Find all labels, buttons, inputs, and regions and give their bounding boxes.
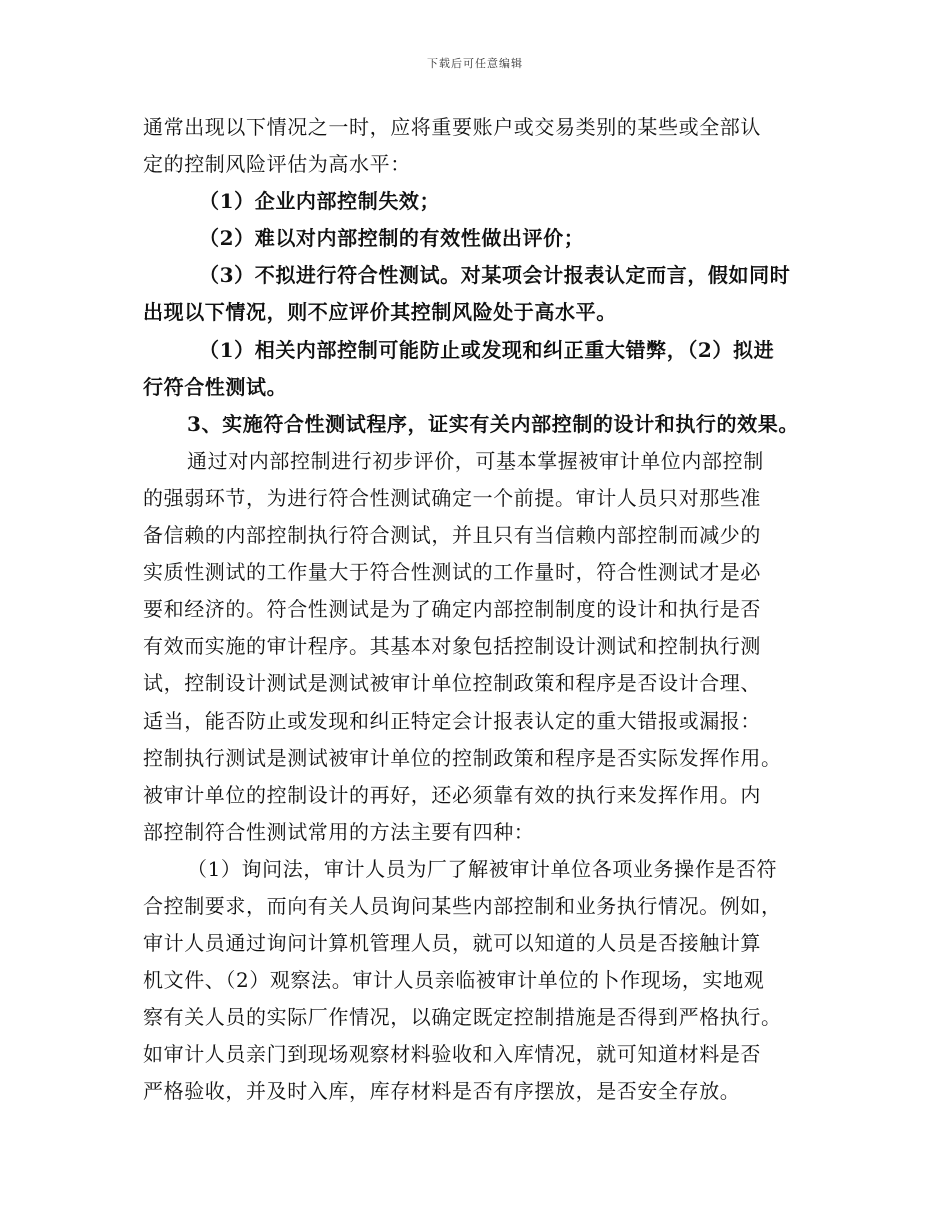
text-line: 的强弱环节，为进行符合性测试确定一个前提。审计人员只对那些准 [143, 485, 761, 510]
page-header: 下载后可任意编辑 [427, 57, 523, 70]
text-line: 察有关人员的实际厂作情况，以确定既定控制措施是否得到严格执行。 [143, 1005, 782, 1030]
text-line: 通常出现以下情况之一时，应将重要账户或交易类别的某些或全部认 [143, 115, 761, 139]
text-line: 合控制要求，而向有关人员询问某些内部控制和业务执行情况。例如， [143, 893, 782, 918]
text-line: （1）企业内部控制失效； [199, 189, 441, 214]
text-line: 备信赖的内部控制执行符合测试，并且只有当信赖内部控制而减少的 [143, 523, 761, 548]
text-line: 控制执行测试是测试被审计单位的控制政策和程序是否实际发挥作用。 [143, 745, 782, 770]
text-line: 要和经济的。符合性测试是为了确定内部控制制度的设计和执行是否 [143, 597, 761, 622]
text-line: 定的控制风险评估为高水平： [143, 152, 411, 177]
text-line: （1）询问法，审计人员为厂了解被审计单位各项业务操作是否符 [187, 856, 778, 881]
text-line: 行符合性测试。 [143, 374, 288, 399]
text-line: 被审计单位的控制设计的再好，还必须靠有效的执行来发挥作用。内 [143, 782, 761, 807]
section-heading: 3、实施符合性测试程序，证实有关内部控制的设计和执行的效果。 [187, 411, 799, 436]
text-line: 机文件、（2）观察法。审计人员亲临被审计单位的卜作现场，实地观 [143, 968, 765, 993]
text-line: 审计人员通过询问计算机管理人员，就可以知道的人员是否接触计算 [143, 931, 761, 956]
text-line: 通过对内部控制进行初步评价，可基本掌握被审计单位内部控制 [187, 448, 764, 473]
text-line: （1）相关内部控制可能防止或发现和纠正重大错弊，（2）拟进 [199, 337, 775, 362]
text-line: 试，控制设计测试是测试被审计单位控制政策和程序是否设计合理、 [143, 671, 761, 696]
text-line: 有效而实施的审计程序。其基本对象包括控制设计测试和控制执行测 [143, 634, 761, 659]
text-line: （2）难以对内部控制的有效性做出评价； [199, 226, 585, 251]
text-line: 如审计人员亲门到现场观察材料验收和入库情况，就可知道材料是否 [143, 1042, 761, 1067]
text-line: 部控制符合性测试常用的方法主要有四种： [143, 819, 535, 844]
text-line: 实质性测试的工作量大于符合性测试的工作量时，符合性测试才是必 [143, 560, 761, 585]
text-line: 出现以下情况，则不应评价其控制风险处于高水平。 [143, 300, 617, 325]
text-line: 适当，能否防止或发现和纠正特定会计报表认定的重大错报或漏报： [143, 708, 761, 733]
text-line: （3）不拟进行符合性测试。对某项会计报表认定而言，假如同时 [199, 263, 791, 288]
text-line: 严格验收，并及时入库，库存材料是否有序摆放，是否安全存放。 [143, 1079, 741, 1104]
document-body [143, 109, 833, 1111]
